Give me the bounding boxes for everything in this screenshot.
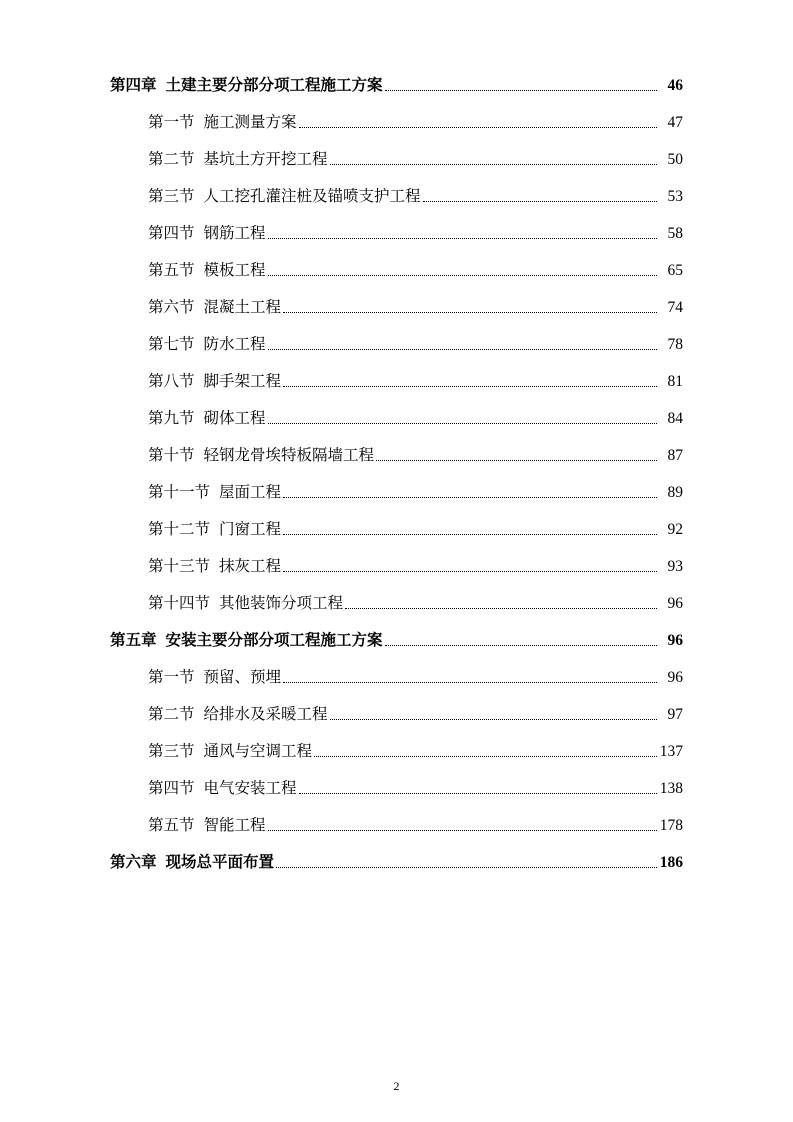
toc-entry-number: 第八节 bbox=[148, 373, 195, 390]
toc-entry-number: 第五章 bbox=[110, 632, 157, 649]
toc-entry[interactable] bbox=[110, 855, 683, 871]
toc-entry[interactable] bbox=[110, 152, 683, 168]
toc-entry-page: 137 bbox=[659, 743, 683, 760]
page-number: 2 bbox=[393, 1079, 400, 1093]
toc-entry-number: 第三节 bbox=[148, 743, 195, 760]
toc-entry-page: 97 bbox=[667, 706, 683, 723]
toc-entry[interactable] bbox=[110, 337, 683, 353]
toc-entry-title: 智能工程 bbox=[203, 817, 266, 834]
toc-leader-dots bbox=[385, 639, 657, 646]
toc-entry[interactable] bbox=[110, 226, 683, 242]
toc-entry-page: 96 bbox=[667, 669, 683, 686]
toc-entry-page: 89 bbox=[667, 484, 683, 501]
toc-leader-dots bbox=[376, 454, 657, 461]
toc-leader-dots bbox=[268, 232, 657, 239]
toc-entry-page: 96 bbox=[667, 595, 683, 612]
toc-entry[interactable] bbox=[110, 374, 683, 390]
toc-entry-title: 现场总平面布置 bbox=[165, 854, 275, 871]
toc-entry-title: 轻钢龙骨埃特板隔墙工程 bbox=[203, 447, 375, 464]
toc-entry-page: 58 bbox=[667, 225, 683, 242]
toc-entry-page: 93 bbox=[667, 558, 683, 575]
toc-leader-dots bbox=[283, 565, 657, 572]
toc-leader-dots bbox=[283, 380, 657, 387]
toc-leader-dots bbox=[423, 195, 657, 202]
toc-entry-title: 钢筋工程 bbox=[203, 225, 266, 242]
toc-entry-number: 第六章 bbox=[110, 854, 157, 871]
toc-entry-number: 第五节 bbox=[148, 817, 195, 834]
toc-entry-page: 50 bbox=[667, 151, 683, 168]
toc-leader-dots bbox=[314, 750, 657, 757]
toc-entry-number: 第三节 bbox=[148, 188, 195, 205]
toc-entry-number: 第十节 bbox=[148, 447, 195, 464]
toc-entry[interactable] bbox=[110, 818, 683, 834]
toc-entry-title: 电气安装工程 bbox=[203, 780, 297, 797]
toc-entry-title: 混凝土工程 bbox=[203, 299, 282, 316]
toc-entry-number: 第九节 bbox=[148, 410, 195, 427]
toc-entry[interactable] bbox=[110, 633, 683, 649]
toc-entry[interactable] bbox=[110, 448, 683, 464]
toc-entry-number: 第六节 bbox=[148, 299, 195, 316]
toc-leader-dots bbox=[283, 491, 657, 498]
toc-entry-page: 47 bbox=[667, 114, 683, 131]
toc-leader-dots bbox=[283, 306, 657, 313]
toc-entry-page: 78 bbox=[667, 336, 683, 353]
toc-entry-number: 第五节 bbox=[148, 262, 195, 279]
toc-entry-title: 砌体工程 bbox=[203, 410, 266, 427]
toc-entry-page: 92 bbox=[667, 521, 683, 538]
toc-entry[interactable] bbox=[110, 670, 683, 686]
toc-leader-dots bbox=[268, 343, 657, 350]
toc-entry-page: 178 bbox=[659, 817, 683, 834]
toc-entry-number: 第七节 bbox=[148, 336, 195, 353]
toc-entry-number: 第二节 bbox=[148, 706, 195, 723]
table-of-contents bbox=[110, 78, 683, 871]
toc-entry[interactable] bbox=[110, 263, 683, 279]
toc-entry-page: 81 bbox=[667, 373, 683, 390]
toc-entry-title: 施工测量方案 bbox=[203, 114, 297, 131]
toc-entry-title: 土建主要分部分项工程施工方案 bbox=[165, 77, 383, 94]
toc-entry-title: 人工挖孔灌注桩及锚喷支护工程 bbox=[203, 188, 421, 205]
toc-entry-number: 第十三节 bbox=[148, 558, 211, 575]
toc-entry-title: 预留、预埋 bbox=[203, 669, 282, 686]
toc-leader-dots bbox=[268, 417, 657, 424]
toc-entry-page: 65 bbox=[667, 262, 683, 279]
toc-entry-number: 第十一节 bbox=[148, 484, 211, 501]
toc-leader-dots bbox=[385, 84, 657, 91]
toc-entry-title: 给排水及采暖工程 bbox=[203, 706, 328, 723]
toc-entry-page: 46 bbox=[667, 77, 683, 94]
toc-leader-dots bbox=[283, 528, 657, 535]
toc-entry-title: 抹灰工程 bbox=[219, 558, 282, 575]
toc-entry-page: 87 bbox=[667, 447, 683, 464]
toc-leader-dots bbox=[330, 158, 657, 165]
toc-entry-number: 第十二节 bbox=[148, 521, 211, 538]
toc-entry-title: 其他装饰分项工程 bbox=[219, 595, 344, 612]
toc-entry[interactable] bbox=[110, 300, 683, 316]
toc-leader-dots bbox=[345, 602, 657, 609]
toc-entry-page: 53 bbox=[667, 188, 683, 205]
toc-entry[interactable] bbox=[110, 115, 683, 131]
toc-entry-page: 96 bbox=[667, 632, 683, 649]
toc-entry-title: 防水工程 bbox=[203, 336, 266, 353]
toc-entry-title: 基坑土方开挖工程 bbox=[203, 151, 328, 168]
toc-entry[interactable] bbox=[110, 707, 683, 723]
toc-entry[interactable] bbox=[110, 522, 683, 538]
toc-entry[interactable] bbox=[110, 189, 683, 205]
toc-leader-dots bbox=[299, 787, 657, 794]
toc-leader-dots bbox=[268, 824, 657, 831]
toc-entry-title: 通风与空调工程 bbox=[203, 743, 313, 760]
toc-leader-dots bbox=[268, 269, 657, 276]
toc-leader-dots bbox=[299, 121, 657, 128]
toc-entry-number: 第四节 bbox=[148, 225, 195, 242]
toc-leader-dots bbox=[276, 861, 657, 868]
toc-entry[interactable] bbox=[110, 744, 683, 760]
toc-entry-number: 第一节 bbox=[148, 669, 195, 686]
toc-entry[interactable] bbox=[110, 78, 683, 94]
toc-entry[interactable] bbox=[110, 559, 683, 575]
toc-entry-page: 74 bbox=[667, 299, 683, 316]
toc-leader-dots bbox=[330, 713, 657, 720]
toc-entry[interactable] bbox=[110, 411, 683, 427]
toc-entry[interactable] bbox=[110, 781, 683, 797]
toc-entry-title: 模板工程 bbox=[203, 262, 266, 279]
toc-entry-number: 第二节 bbox=[148, 151, 195, 168]
toc-entry-title: 门窗工程 bbox=[219, 521, 282, 538]
toc-entry-page: 138 bbox=[659, 780, 683, 797]
toc-entry-number: 第四章 bbox=[110, 77, 157, 94]
toc-entry-page: 84 bbox=[667, 410, 683, 427]
toc-entry-title: 屋面工程 bbox=[219, 484, 282, 501]
toc-entry[interactable] bbox=[110, 596, 683, 612]
toc-entry[interactable] bbox=[110, 485, 683, 501]
toc-leader-dots bbox=[283, 676, 657, 683]
toc-entry-number: 第四节 bbox=[148, 780, 195, 797]
toc-entry-title: 脚手架工程 bbox=[203, 373, 282, 390]
toc-entry-page: 186 bbox=[659, 854, 683, 871]
toc-entry-title: 安装主要分部分项工程施工方案 bbox=[165, 632, 383, 649]
toc-entry-number: 第十四节 bbox=[148, 595, 211, 612]
toc-entry-number: 第一节 bbox=[148, 114, 195, 131]
